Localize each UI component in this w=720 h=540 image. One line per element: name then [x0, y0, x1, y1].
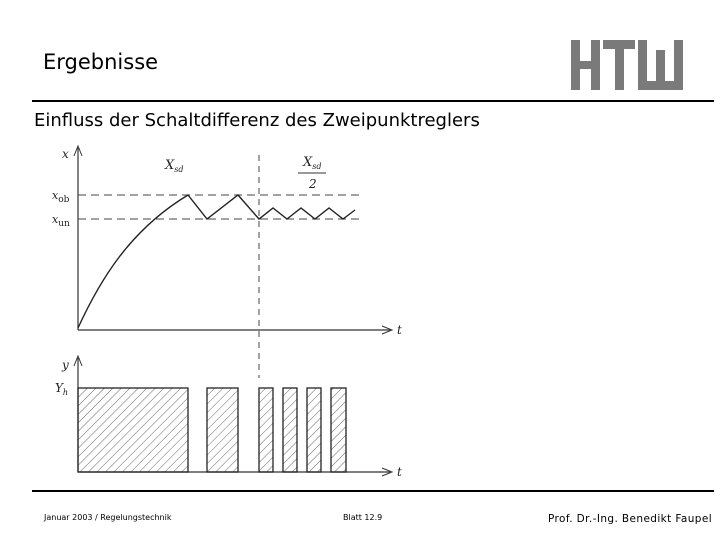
- upper-y-label: x: [62, 147, 69, 161]
- pulse-4: [283, 388, 297, 472]
- lower-x-label: t: [397, 465, 402, 479]
- pulse-1: [78, 388, 188, 472]
- page-title: Ergebnisse: [43, 50, 159, 74]
- xsd-half-label: $X_{sd}$: [303, 155, 322, 171]
- xsd-label: $X_{sd}$: [165, 158, 184, 174]
- pulse-6: [331, 388, 346, 472]
- x-ob-label: $x_{ob}$: [52, 189, 70, 205]
- pulse-3: [259, 388, 273, 472]
- lower-y-label: y: [62, 358, 69, 372]
- slide-subtitle: Einfluss der Schaltdifferenz des Zweipunktreglers: [34, 110, 480, 131]
- footer-author: Prof. Dr.-Ing. Benedikt Faupel: [548, 513, 713, 525]
- response-curve: [78, 195, 355, 328]
- footer-divider: [32, 490, 714, 492]
- pulse-2: [207, 388, 238, 472]
- xsd-half-denominator: 2: [309, 177, 317, 191]
- lower-plot: [55, 356, 402, 479]
- footer-course: Januar 2003 / Regelungstechnik: [44, 513, 172, 522]
- pulse-5: [307, 388, 321, 472]
- upper-x-label: t: [397, 323, 402, 337]
- upper-plot: [52, 146, 402, 378]
- x-un-label: $x_{un}$: [52, 213, 70, 229]
- yh-label: $Y_h$: [55, 381, 69, 397]
- footer-page: Blatt 12.9: [343, 513, 383, 522]
